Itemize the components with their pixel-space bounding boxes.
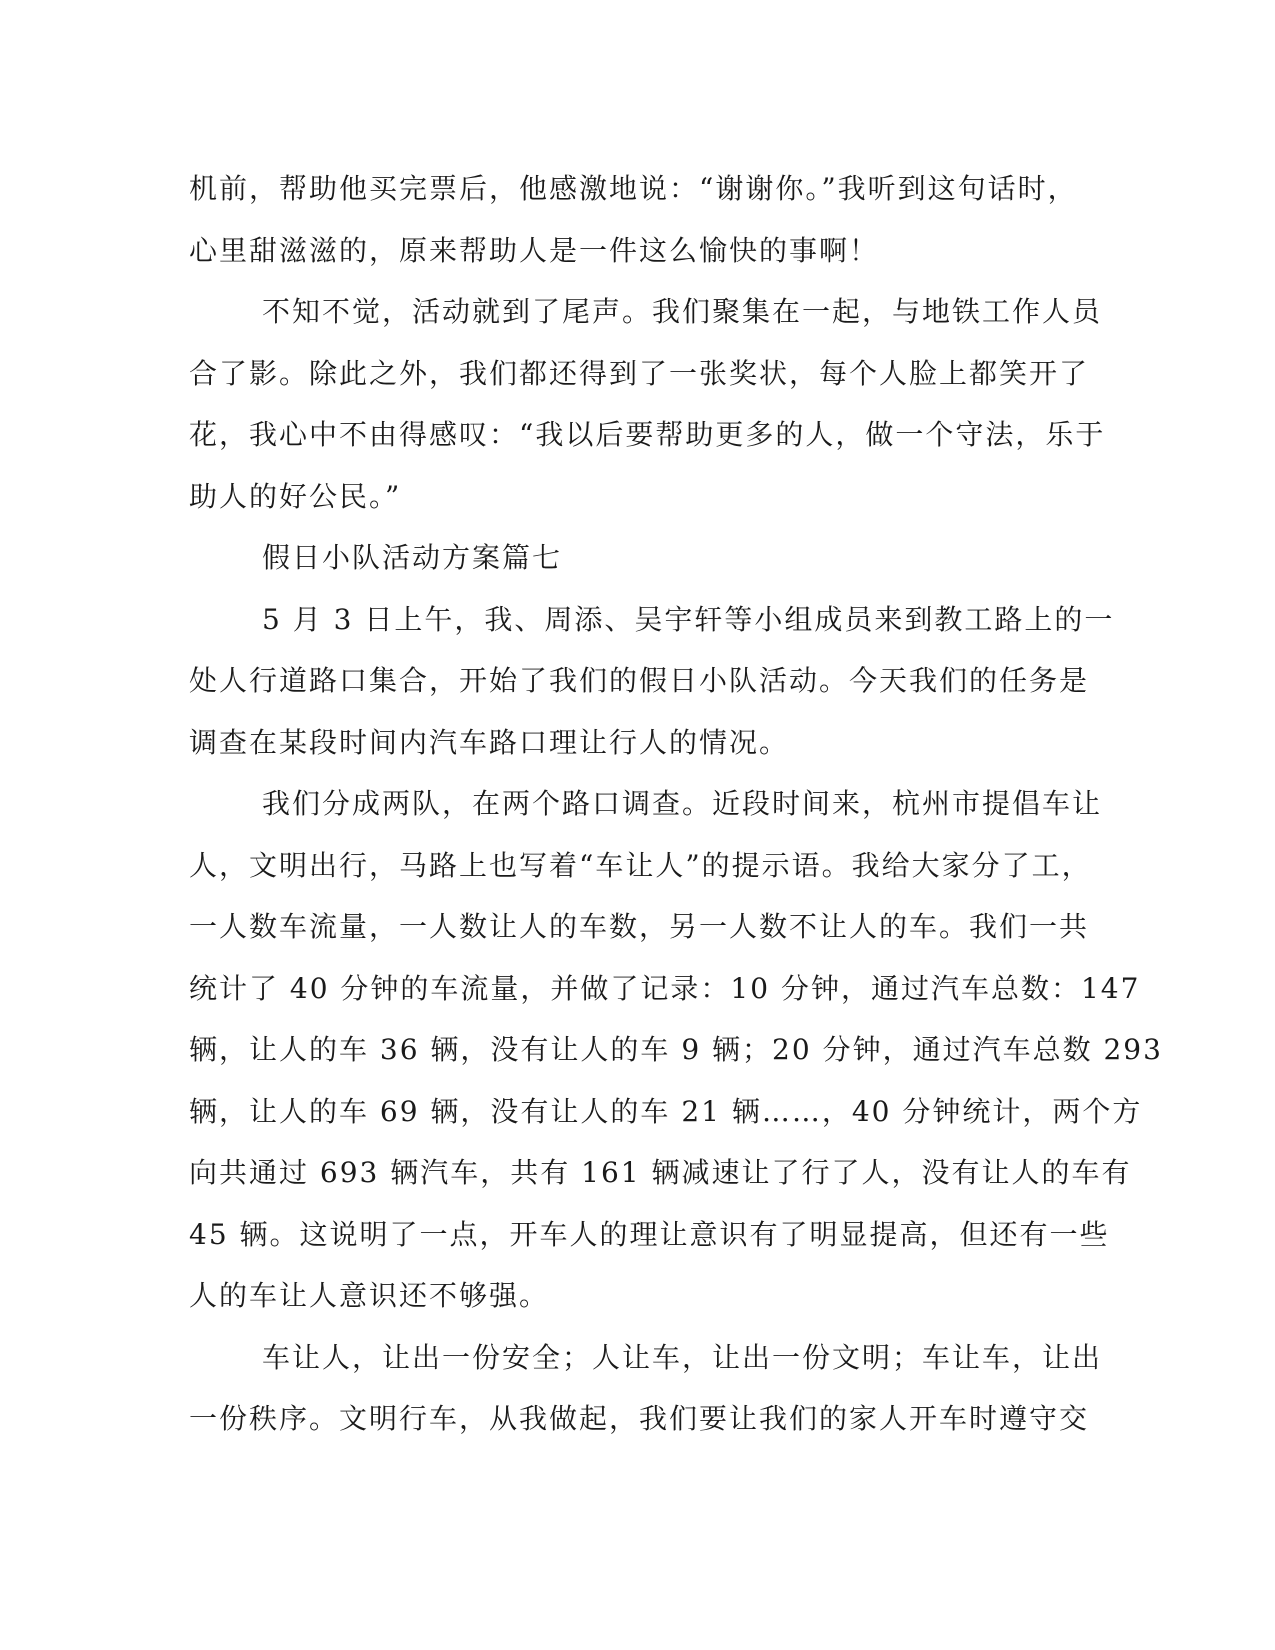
text-line: 助人的好公民。” xyxy=(189,479,402,513)
text-line: 一人数车流量，一人数让人的车数，另一人数不让人的车。我们一共 xyxy=(189,910,1090,943)
text-line: 合了影。除此之外，我们都还得到了一张奖状，每个人脸上都笑开了 xyxy=(189,356,1090,390)
text-line: 辆，让人的车 69 辆，没有让人的车 21 辆……，40 分钟统计，两个方 xyxy=(189,1094,1143,1128)
paragraph-start-line: 不知不觉，活动就到了尾声。我们聚集在一起，与地铁工作人员 xyxy=(262,295,1103,328)
paragraph-start-line: 我们分成两队，在两个路口调查。近段时间来，杭州市提倡车让 xyxy=(262,787,1103,820)
text-line: 调查在某段时间内汽车路口理让行人的情况。 xyxy=(189,725,790,759)
text-line: 人，文明出行，马路上也写着“车让人”的提示语。我给大家分了工， xyxy=(189,848,1092,882)
text-line: 心里甜滋滋的，原来帮助人是一件这么愉快的事啊！ xyxy=(189,233,880,267)
text-line: 向共通过 693 辆汽车，共有 161 辆减速让了行了人，没有让人的车有 xyxy=(189,1156,1132,1189)
text-line: 45 辆。这说明了一点，开车人的理让意识有了明显提高，但还有一些 xyxy=(189,1217,1110,1251)
paragraph-start-line: 5 月 3 日上午，我、周添、吴宇轩等小组成员来到教工路上的一 xyxy=(262,602,1115,636)
text-line: 统计了 40 分钟的车流量，并做了记录：10 分钟，通过汽车总数：147 xyxy=(189,971,1141,1005)
text-line: 一份秩序。文明行车，从我做起，我们要让我们的家人开车时遵守交 xyxy=(189,1402,1090,1435)
paragraph-start-line: 车让人，让出一份安全；人让车，让出一份文明；车让车，让出 xyxy=(262,1340,1103,1374)
text-line: 人的车让人意识还不够强。 xyxy=(189,1279,550,1312)
section-heading: 假日小队活动方案篇七 xyxy=(262,541,563,574)
text-line: 辆，让人的车 36 辆，没有让人的车 9 辆；20 分钟，通过汽车总数 293 xyxy=(189,1033,1163,1066)
text-line: 处人行道路口集合，开始了我们的假日小队活动。今天我们的任务是 xyxy=(189,664,1090,697)
document-body xyxy=(189,158,1163,1450)
text-line: 机前，帮助他买完票后，他感激地说：“谢谢你。”我听到这句话时， xyxy=(189,172,1078,205)
text-line: 花，我心中不由得感叹：“我以后要帮助更多的人，做一个守法，乐于 xyxy=(189,418,1106,451)
